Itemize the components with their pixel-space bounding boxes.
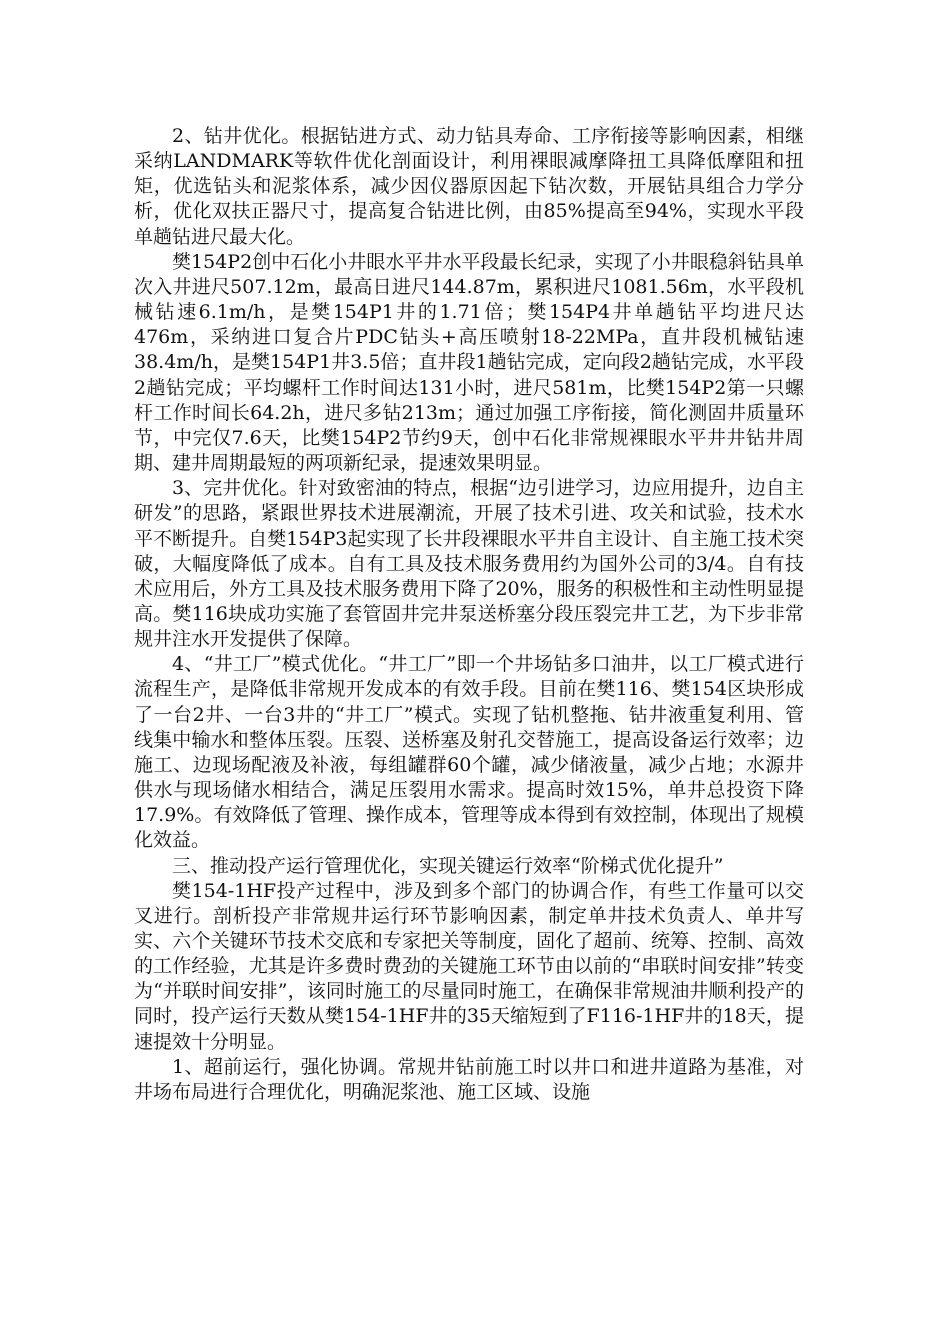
document-body [134,124,804,1105]
section-heading-production-management: 三、推动投产运行管理优化，实现关键运行效率“阶梯式优化提升” [172,854,724,877]
paragraph-advance-operation: 1、超前运行，强化协调。常规井钻前施工时以井口和进井道路为基准，对井场布局进行合理优化，明确泥浆池、施工区域、设施 [134,1055,804,1103]
paragraph-completion-optimization: 3、完井优化。针对致密油的特点，根据“边引进学习，边应用提升，边自主研发”的思路，紧跟世界技术进展潮流，开展了技术引进、攻关和试验，技术水平不断提升。自樊154P3起实现了长井段裸眼水平井自主设计、自主施工技术突破，大幅度降低了成本。自有工具及技术服务费用约为国外公司的3/4。自有技术应用后，外方工具及技术服务费用下降了20%，服务的积极性和主动性明显提高。樊116块成功实施了套管固井完井泵送桥塞分段压裂完井工艺，为下步非常规井注水开发提供了保障。 [134,477,804,651]
paragraph-well-factory-optimization: 4、“井工厂”模式优化。“井工厂”即一个井场钻多口油井，以工厂模式进行流程生产，是降低非常规开发成本的有效手段。目前在樊116、樊154区块形成了一台2井、一台3井的“井工厂”模式。实现了钻机整拖、钻井液重复利用、管线集中输水和整体压裂。压裂、送桥塞及射孔交替施工，提高设备运行效率；边施工、边现场配液及补液，每组罐群60个罐，减少储液量，减少占地；水源井供水与现场储水相结合，满足压裂用水需求。提高时效15%，单井总投资下降17.9%。有效降低了管理、操作成本，管理等成本得到有效控制，体现出了规模化效益。 [134,653,804,852]
paragraph-drilling-optimization: 2、钻井优化。根据钻进方式、动力钻具寿命、工序衔接等影响因素，相继采纳LANDMARK等软件优化剖面设计，利用裸眼减摩降扭工具降低摩阻和扭矩，优选钻头和泥浆体系，减少因仪器原因起下钻次数，开展钻具组合力学分析，优化双扶正器尺寸，提高复合钻进比例，由85%提高至94%，实现水平段单趟钻进尺最大化。 [134,125,804,248]
paragraph-fan154p2-record: 樊154P2创中石化小井眼水平井水平段最长纪录，实现了小井眼稳斜钻具单次入井进尺507.12m，最高日进尺144.87m，累积进尺1081.56m，水平段机械钻速6.1m/h，是樊154P1井的1.71倍；樊154P4井单趟钻平均进尺达476m，采纳进口复合片PDC钻头+高压喷射18-22MPa，直井段机械钻速38.4m/h，是樊154P1井3.5倍；直井段1趟钻完成，定向段2趟钻完成，水平段2趟钻完成；平均螺杆工作时间达131小时，进尺581m，比樊154P2第一只螺杆工作时间长64.2h，进尺多钻213m；通过加强工序衔接，简化测固井质量环节，中完仅7.6天，比樊154P2节约9天，创中石化非常规裸眼水平井井钻井周期、建井周期最短的两项新纪录，提速效果明显。 [134,250,804,475]
paragraph-fan154-1hf-production: 樊154-1HF投产过程中，涉及到多个部门的协调合作，有些工作量可以交叉进行。剖析投产非常规井运行环节影响因素，制定单井技术负责人、单井写实、六个关键环节技术交底和专家把关等制度，固化了超前、统筹、控制、高效的工作经验，尤其是许多费时费劲的关键施工环节由以前的“串联时间安排”转变为“并联时间安排”，该同时施工的尽量同时施工，在确保非常规油井顺利投产的同时，投产运行天数从樊154-1HF井的35天缩短到了F116-1HF井的18天，提速提效十分明显。 [134,879,804,1053]
